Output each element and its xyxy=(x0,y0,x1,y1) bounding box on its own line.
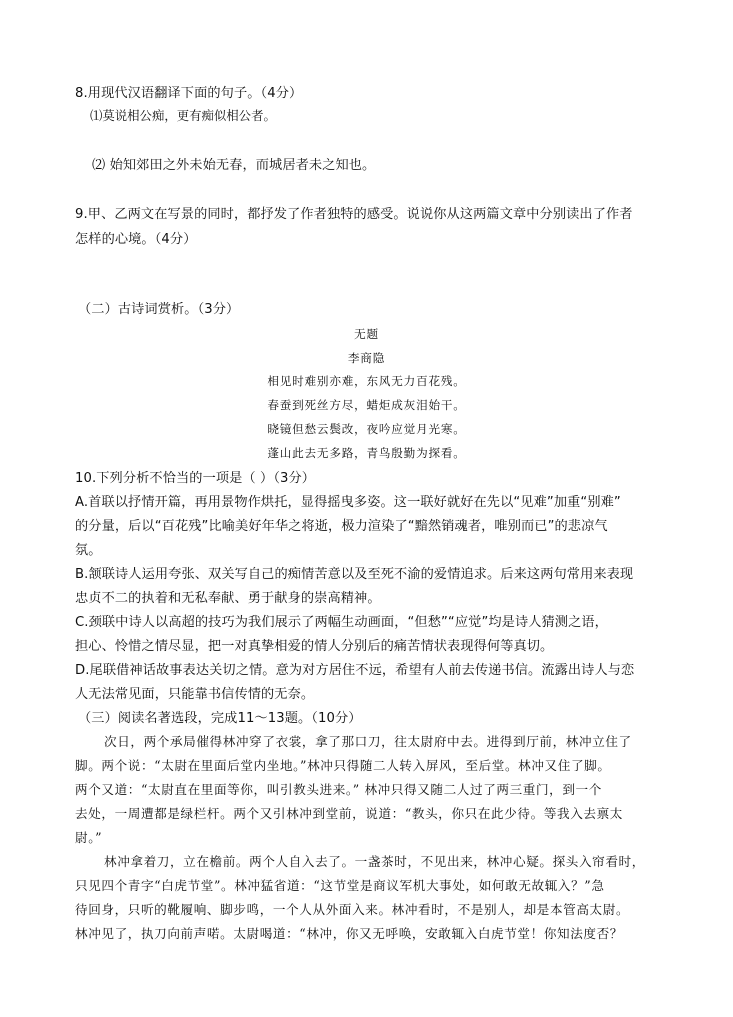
q8-prompt: 8.用现代汉语翻译下面的句子。（4分） xyxy=(75,86,303,101)
section2-heading: （二）古诗词赏析。（3分） xyxy=(78,302,240,317)
q10-option-line: 氛。 xyxy=(75,543,102,558)
q8-sentence-2: ⑵ 始知郊田之外未始无春，而城居者未之知也。 xyxy=(92,158,376,173)
passage-line: 只见四个青字“白虎节堂”。林冲猛省道：“这节堂是商议军机大事处，如何敢无故辄入？”急 xyxy=(75,878,605,893)
q9-line-1: 9.甲、乙两文在写景的同时，都抒发了作者独特的感受。说说你从这两篇文章中分别读出了作者 xyxy=(75,207,633,222)
poem-line: 春蚕到死丝方尽，蜡炬成灰泪始干。 xyxy=(267,398,466,412)
passage-line: 尉。” xyxy=(75,830,103,845)
q10-option-line: 担心、怜惜之情尽显，把一对真挚相爱的情人分别后的痛苦情状表现得何等真切。 xyxy=(75,639,554,654)
passage-line: 待回身，只听的靴履响、脚步鸣，一个人从外面入来。林冲看时，不是别人，却是本管高太尉。 xyxy=(75,902,630,917)
q10-option-line: 忠贞不二的执着和无私奉献、勇于献身的崇高精神。 xyxy=(75,591,381,606)
q10-option-line: D.尾联借神话故事表达关切之情。意为对方居住不远，希望有人前去传递书信。流露出诗人与恋 xyxy=(75,663,635,678)
passage-line: 次日，两个承局催得林冲穿了衣裳，拿了那口刀，往太尉府中去。进得到厅前，林冲立住了 xyxy=(104,734,632,749)
q10-prompt: 10.下列分析不恰当的一项是（ ）（3分） xyxy=(75,471,316,486)
passage-line: 林冲拿着刀，立在檐前。两个人自入去了。一盏茶时，不见出来，林冲心疑。探头入帘看时， xyxy=(104,854,645,869)
q10-option-line: C.颈联中诗人以高超的技巧为我们展示了两幅生动画面，“但愁”“应觉”均是诗人猜测之语， xyxy=(75,615,608,630)
q10-option-line: 人无法常见面，只能靠书信传情的无奈。 xyxy=(75,687,315,702)
section3-heading: （三）阅读名著选段，完成11～13题。（10分） xyxy=(78,711,362,726)
passage-line: 林冲见了，执刀向前声喏。太尉喝道：“林冲，你又无呼唤，安敢辄入白虎节堂！你知法度否？ xyxy=(75,926,623,941)
q10-option-line: B.颔联诗人运用夸张、双关写自己的痴情苦意以及至死不渝的爱情追求。后来这两句常用来表现 xyxy=(75,567,634,582)
passage-line: 去处，一周遭都是绿栏杆。两个又引林冲到堂前，说道：“教头，你只在此少待。等我入去禀太 xyxy=(75,806,623,821)
passage-line: 两个又道：“太尉直在里面等你，叫引教头进来。” 林冲只得又随二人过了两三重门，到一个 xyxy=(75,782,602,797)
q8-sentence-1: ⑴莫说相公痴，更有痴似相公者。 xyxy=(90,108,276,123)
q9-line-2: 怎样的心境。（4分） xyxy=(75,232,197,247)
poem-line: 晓镜但愁云鬓改，夜吟应觉月光寒。 xyxy=(267,422,466,436)
poem-author: 李商隐 xyxy=(347,351,386,365)
passage-line: 脚。两个说：“太尉在里面后堂内坐地。”林冲只得随二人转入屏风，至后堂。林冲又住了脚。 xyxy=(75,758,611,773)
poem-line: 相见时难别亦难，东风无力百花残。 xyxy=(267,374,466,388)
poem-title: 无题 xyxy=(354,327,379,341)
q10-option-line: 的分量，后以“百花残”比喻美好年华之将逝，极力渲染了“黯然销魂者，唯别而已”的悲凉气 xyxy=(75,519,608,534)
q10-option-line: A.首联以抒情开篇，再用景物作烘托，显得摇曳多姿。这一联好就好在先以“见难”加重“别难” xyxy=(75,495,621,510)
poem-line: 蓬山此去无多路，青鸟殷勤为探看。 xyxy=(267,446,466,460)
